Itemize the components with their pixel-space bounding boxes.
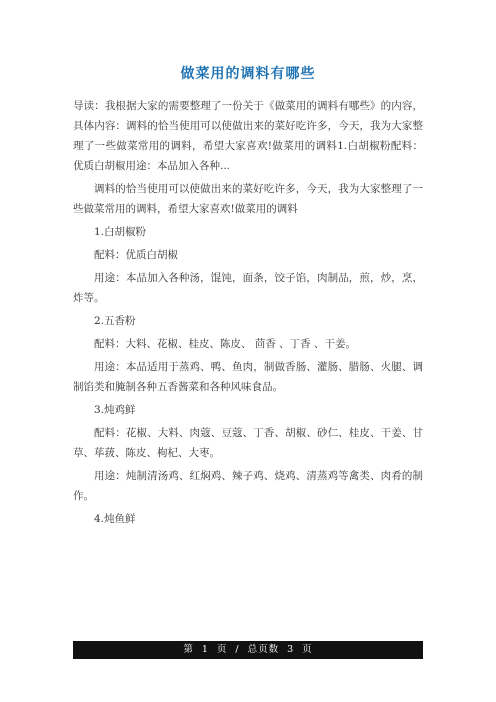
footer-total-label: 总页数	[247, 644, 280, 655]
paragraph-intro: 导读：我根据大家的需要整理了一份关于《做菜用的调料有哪些》的内容，具体内容：调料的恰当使用可以使做出来的菜好吃许多，今天，我为大家整理了一些做菜常用的调料，希望大家喜欢!做菜用的调料1.白胡椒粉配料：优质白胡椒用途：本品加入各种...	[73, 100, 423, 172]
footer-total-unit: 页	[302, 644, 313, 655]
paragraph: 调料的恰当使用可以使做出来的菜好吃许多，今天，我为大家整理了一些做菜常用的调料，希望大家喜欢!做菜用的调料	[73, 183, 423, 215]
paragraph: 用途：炖制清汤鸡、红焖鸡、辣子鸡、烧鸡、清蒸鸡等禽类、肉肴的制作。	[73, 470, 423, 502]
section-heading: 3.炖鸡鲜	[94, 404, 136, 416]
section-heading: 4.炖鱼鲜	[94, 513, 136, 525]
page-title: 做菜用的调料有哪些	[180, 66, 316, 82]
page-footer	[73, 641, 423, 659]
footer-prefix: 第	[183, 644, 194, 655]
footer-page-number: 1	[201, 644, 209, 655]
paragraph: 配料：优质白胡椒	[94, 249, 178, 261]
section-heading: 1.白胡椒粉	[94, 226, 147, 238]
section-heading: 2.五香粉	[94, 315, 136, 327]
paragraph: 配料：花椒、大料、肉蔻、豆蔻、丁香、胡椒、砂仁、桂皮、干姜、甘草、荜菝、陈皮、枸杞、大枣。	[73, 427, 423, 459]
paragraph: 用途：本品加入各种汤，馄饨，面条，饺子馅，肉制品，煎，炒，烹，炸等。	[73, 272, 423, 304]
paragraph: 配料：大料、花椒、桂皮、陈皮、 茴香 、丁香 、干姜。	[94, 338, 357, 350]
footer-total-pages: 3	[287, 644, 295, 655]
footer-page-unit: 页	[216, 644, 228, 655]
paragraph: 用途：本品适用于蒸鸡、鸭、鱼肉，制做香肠、灌肠、腊肠、火腿、调制馅类和腌制各种五香酱菜和各种风味食品。	[73, 361, 423, 393]
document-body	[73, 96, 423, 532]
footer-separator: /	[235, 644, 240, 655]
